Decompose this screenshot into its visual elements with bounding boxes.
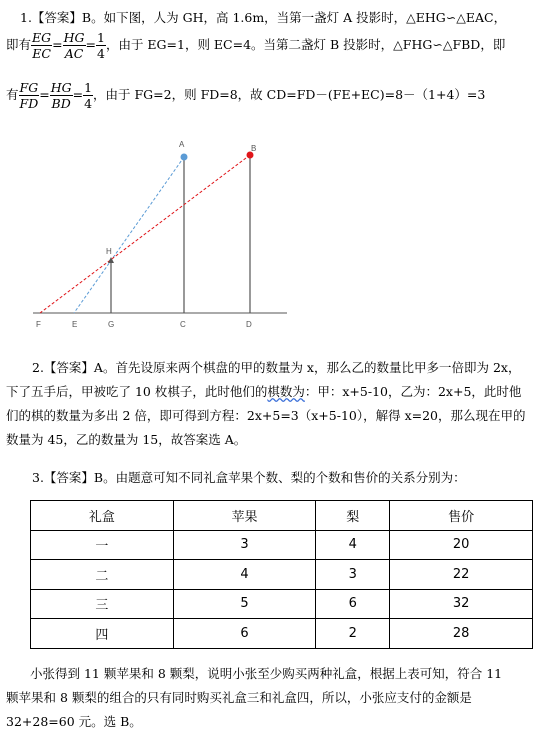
label-d: D bbox=[246, 320, 252, 329]
table-header: 礼盒 bbox=[31, 501, 174, 531]
label-f: F bbox=[36, 320, 41, 329]
fraction-eg-ec: $\frac{EG}{EC}$ bbox=[32, 30, 52, 61]
table-cell: 6 bbox=[316, 589, 390, 619]
label-c: C bbox=[180, 320, 186, 329]
table-cell: 20 bbox=[390, 530, 533, 560]
table-row bbox=[31, 619, 533, 649]
table-cell: 二 bbox=[31, 560, 174, 590]
table-cell: 28 bbox=[390, 619, 533, 649]
gift-box-table bbox=[30, 500, 533, 649]
table-cell: 5 bbox=[173, 589, 316, 619]
fraction-hg-ac: $\frac{HG}{AC}$ bbox=[63, 30, 85, 61]
label-e: E bbox=[72, 320, 78, 329]
table-cell: 一 bbox=[31, 530, 174, 560]
fraction-one-quarter: $\frac{1}{4}$ bbox=[97, 30, 105, 61]
fraction-one-quarter-2: $\frac{1}{4}$ bbox=[84, 80, 93, 111]
label-h: H bbox=[106, 247, 112, 256]
q2-line-1: 2.【答案】A。首先设原来两个棋盘的甲的数量为 x，那么乙的数量比甲多一倍即为 2x， bbox=[32, 360, 521, 375]
table-cell: 3 bbox=[173, 530, 316, 560]
table-cell: 22 bbox=[390, 560, 533, 590]
table-row bbox=[31, 589, 533, 619]
q1-l3-prefix: 有 bbox=[6, 87, 19, 102]
q1-line-2: 即有 $\frac{EG}{EC}$ = $\frac{HG}{AC}$ = $\frac{1}{4}$ ，由于 EG=1，则 EC=4。当第二盏灯 B 投影时，△FHG∽△FBD，即 bbox=[6, 30, 506, 61]
q2-line-2: 下了五手后，甲被吃了 10 枚棋子，此时他们的棋数为：甲：x+5-10，乙为：2x+5，此时他 bbox=[6, 384, 522, 399]
table-header: 梨 bbox=[316, 501, 390, 531]
table-cell: 4 bbox=[173, 560, 316, 590]
q2-wavy-underline: 棋数为 bbox=[267, 384, 305, 399]
table-header: 售价 bbox=[390, 501, 533, 531]
q1-line-1: 1.【答案】B。如下图，人为 GH，高 1.6m，当第一盏灯 A 投影时，△EHG∽△EAC， bbox=[20, 10, 507, 25]
table-cell: 2 bbox=[316, 619, 390, 649]
q3-para-3: 32+28=60 元。选 B。 bbox=[6, 714, 142, 729]
q2-line-3: 们的棋的数量为多出 2 倍，即可得到方程：2x+5=3（x+5-10），解得 x=20，那么现在甲的 bbox=[6, 408, 526, 423]
table-cell: 4 bbox=[316, 530, 390, 560]
fraction-hg-bd: $\frac{HG}{BD}$ bbox=[50, 80, 72, 111]
light-ray-b bbox=[40, 155, 250, 313]
q1-line-3: 有 $\frac{FG}{FD}$ = $\frac{HG}{BD}$ = $\frac{1}{4}$ ，由于 FG=2，则 FD=8，故 CD=FD－(FE+EC)=8－（1+4）=3 bbox=[6, 80, 486, 111]
table-header-row bbox=[31, 501, 533, 531]
table-row bbox=[31, 530, 533, 560]
q3-para-1: 小张得到 11 颗苹果和 8 颗梨，说明小张至少购买两种礼盒，根据上表可知，符合 11 bbox=[30, 666, 503, 681]
light-ray-a bbox=[74, 157, 184, 313]
q1-l2-prefix: 即有 bbox=[6, 37, 32, 52]
q2-line-4: 数量为 45，乙的数量为 15，故答案选 A。 bbox=[6, 432, 247, 447]
q3-line-1: 3.【答案】B。由题意可知不同礼盒苹果个数、梨的个数和售价的关系分别为： bbox=[32, 470, 466, 485]
label-b: B bbox=[251, 144, 257, 153]
table-cell: 四 bbox=[31, 619, 174, 649]
table-cell: 6 bbox=[173, 619, 316, 649]
q1-l2-suffix: ，由于 EG=1，则 EC=4。当第二盏灯 B 投影时，△FHG∽△FBD，即 bbox=[105, 37, 506, 52]
shadow-geometry-figure bbox=[0, 0, 545, 340]
table-cell: 32 bbox=[390, 589, 533, 619]
table-header: 苹果 bbox=[173, 501, 316, 531]
q3-para-2: 颗苹果和 8 颗梨的组合的只有同时购买礼盒三和礼盒四，所以，小张应支付的金额是 bbox=[6, 690, 472, 705]
q1-l3-suffix: ，由于 FG=2，则 FD=8，故 CD=FD－(FE+EC)=8－（1+4）=3 bbox=[93, 87, 486, 102]
lamp-a-dot bbox=[181, 154, 188, 161]
table-cell: 3 bbox=[316, 560, 390, 590]
label-g: G bbox=[108, 320, 115, 329]
label-a: A bbox=[179, 140, 185, 149]
table-cell: 三 bbox=[31, 589, 174, 619]
table-row bbox=[31, 560, 533, 590]
fraction-fg-fd: $\frac{FG}{FD}$ bbox=[19, 80, 39, 111]
